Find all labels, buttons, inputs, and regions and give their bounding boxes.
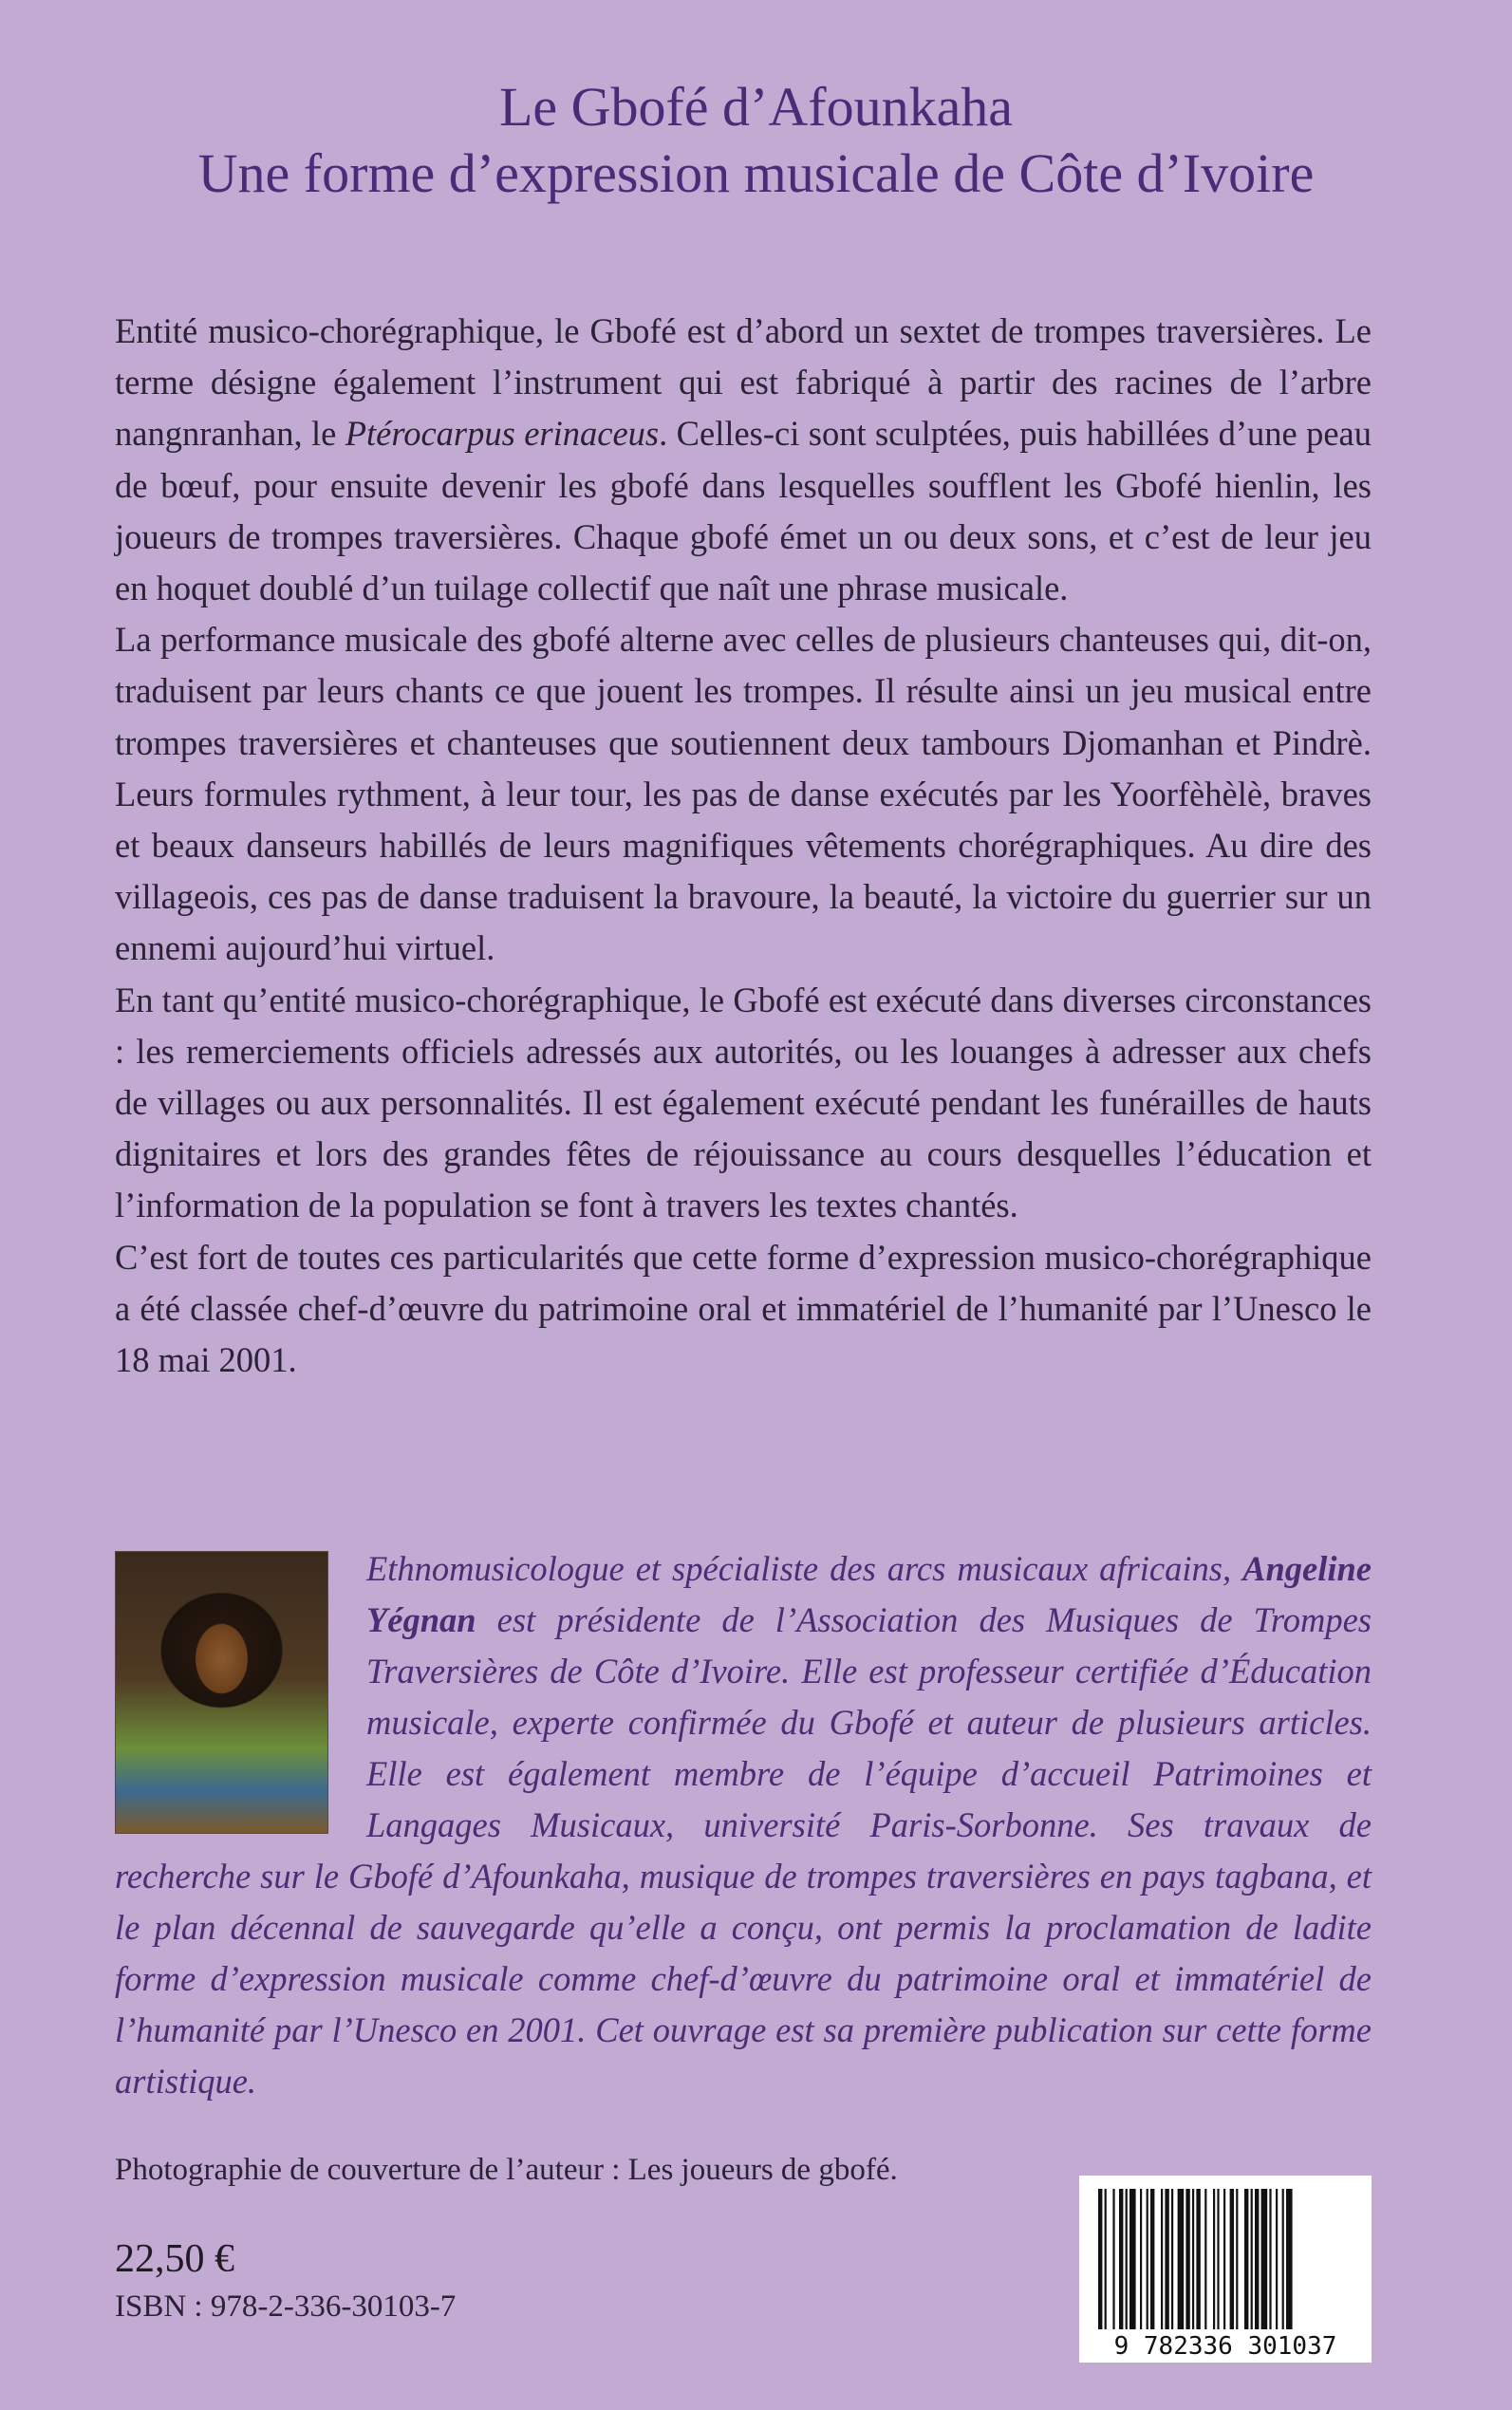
author-bio <box>115 1543 1372 2107</box>
photo-credit: Photographie de couverture de l’auteur : Les joueurs de gbofé. <box>115 2153 898 2187</box>
price: 22,50 € <box>115 2237 234 2281</box>
barcode-digits: 9 782336 301037 <box>1113 2332 1337 2361</box>
summary-paragraph-2: La performance musicale des gbofé alterne avec celles de plusieurs chanteuses qui, dit-on, traduisent par leurs chants ce que jouent les trompes. Il résulte ainsi un jeu musical entre trompes traversières et chanteuses que soutiennent deux tambours Djomanhan et Pindrè. Leurs formules rythment, à leur tour, les pas de danse exécutés par les Yoorfèhèlè, braves et beaux danseurs habillés de leurs magnifiques vêtements chorégraphiques. Au dire des villageois, ces pas de danse traduisent la bravoure, la beauté, la victoire du guerrier sur un ennemi aujourd’hui virtuel. <box>115 620 1372 968</box>
barcode <box>1079 2176 1372 2363</box>
summary-paragraph-1 <box>115 306 1372 614</box>
summary-paragraph-3: En tant qu’entité musico-chorégraphique, le Gbofé est exécuté dans diverses circonstances : les remerciements officiels adressés aux autorités, ou les louanges à adresser aux chefs de villages ou aux personnalités. Il est également exécuté pendant les funérailles de hauts dignitaires et lors des grandes fêtes de réjouissance au cours desquelles l’éducation et l’information de la population se font à travers les textes chantés. <box>115 980 1372 1225</box>
barcode-graphic <box>1079 2176 1372 2363</box>
book-subtitle: Une forme d’expression musicale de Côte d’Ivoire <box>197 142 1315 204</box>
book-title: Le Gbofé d’Afounkaha <box>498 76 1014 138</box>
summary-text: . Celles-ci sont sculptées, puis habillées d’une peau de bœuf, pour ensuite devenir les gbofé dans lesquelles soufflent les Gbofé hienlin, les joueurs de trompes traversières. Chaque gbofé émet un ou deux sons, et c’est de leur jeu en hoquet doublé d’un tuilage collectif que naît une phrase musicale. <box>115 414 1372 608</box>
author-photo <box>115 1551 328 1834</box>
author-name: Angeline Yégnan <box>366 1549 1372 1639</box>
species-name: Ptérocarpus erinaceus <box>345 414 660 454</box>
author-bio-body: est présidente de l’Association des Musiques de Trompes Traversières de Côte d’Ivoire. Elle est professeur certifiée d’Éducation musicale, experte confirmée du Gbofé et auteur de plusieurs articles. Elle est également membre de l’équipe d’accueil Patrimoines et Langages Musicaux, université Paris-Sorbonne. Ses travaux de recherche sur le Gbofé d’Afounkaha, musique de trompes traversières en pays tagbana, et le plan décennal de sauvegarde qu’elle a conçu, ont permis la proclamation de ladite forme d’expression musicale comme chef-d’œuvre du patrimoine oral et immatériel de l’humanité par l’Unesco en 2001. Cet ouvrage est sa première publication sur cette forme artistique. <box>115 1600 1372 2101</box>
summary-paragraph-4: C’est fort de toutes ces particularités que cette forme d’expression musico-chorégraphique a été classée chef-d’œuvre du patrimoine oral et immatériel de l’humanité par l’Unesco le 18 mai 2001. <box>115 1237 1372 1380</box>
summary-text: Entité musico-chorégraphique, le Gbofé est d’abord un sextet de trompes traversières. Le terme désigne également l’instrument qui est fabriqué à partir des racines de l’arbre nangnranhan, le <box>115 311 1372 454</box>
isbn: ISBN : 978-2-336-30103-7 <box>115 2289 457 2324</box>
back-cover-summary <box>115 306 1372 1386</box>
title-block <box>0 74 1512 207</box>
author-intro: Ethnomusicologue et spécialiste des arcs musicaux africains, <box>366 1549 1243 1588</box>
